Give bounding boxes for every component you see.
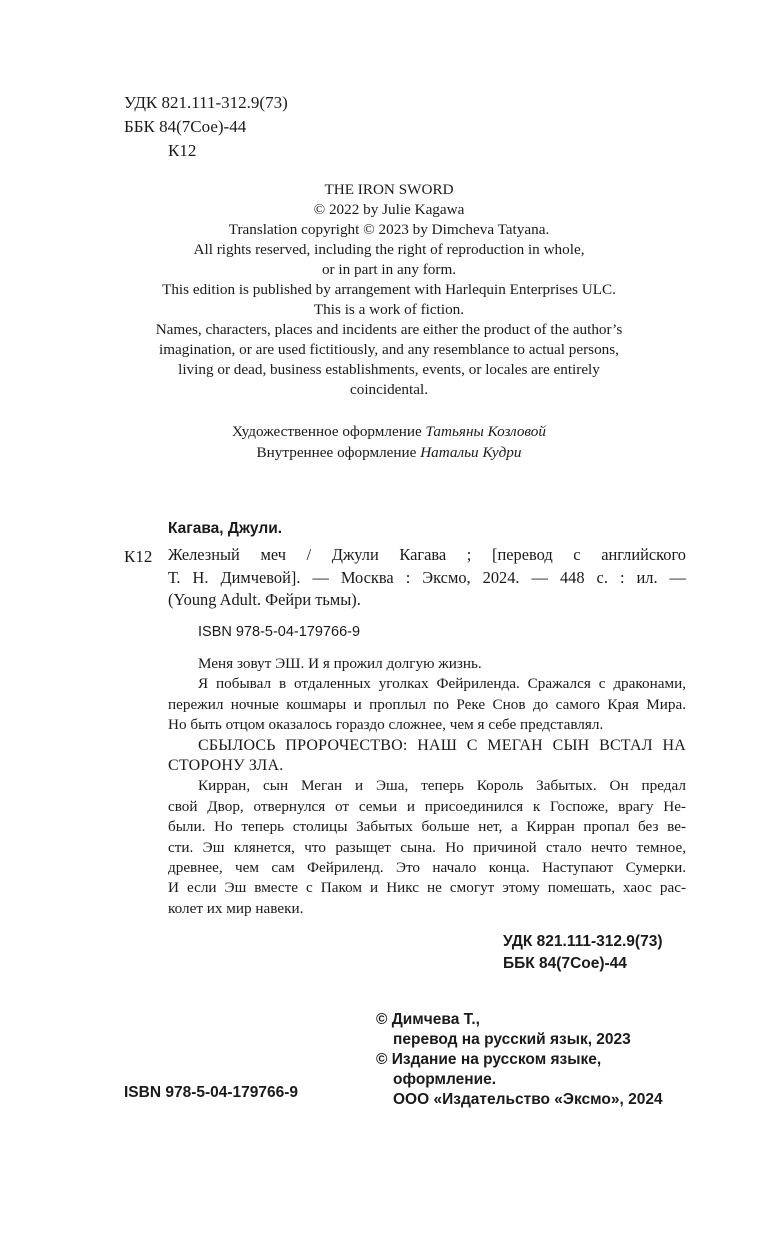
cover-design-label: Художественное оформление (232, 423, 422, 440)
isbn-record: ISBN 978-5-04-179766-9 (198, 624, 361, 640)
russian-copyright-block (376, 1010, 663, 1110)
annotation-line: Меня зовут ЭШ. И я прожил долгую жизнь. (198, 655, 482, 672)
rights-line: All rights reserved, including the right of reproduction in whole, (193, 241, 585, 258)
copyright-publisher: ООО «Издательство «Эксмо», 2024 (393, 1091, 663, 1108)
footer-codes (503, 931, 663, 975)
annotation-line: Кирран, сын Меган и Эша, теперь Король Забытых. Он предал (198, 777, 686, 795)
bibliographic-line: Железный меч / Джули Кагава ; [перевод с английского (168, 545, 686, 564)
annotation-line: Но быть отцом оказалось гораздо сложнее, чем я себе представлял. (168, 716, 604, 734)
annotation-line: сти. Эш клянется, что разыщет сына. Но причиной стало нечто темное, (168, 838, 686, 856)
design-credits (110, 422, 668, 463)
bibliographic-line: Т. Н. Димчевой]. — Москва : Эксмо, 2024. — 448 с. : ил. — (168, 567, 686, 587)
arrangement-line: This edition is published by arrangement with Harlequin Enterprises ULC. (162, 281, 616, 298)
annotation-line: древнее, чем сам Фейриленд. Это начало конца. Наступают Сумерки. (168, 858, 686, 876)
isbn-footer: ISBN 978-5-04-179766-9 (124, 1084, 299, 1101)
annotation-line: Я побывал в отдаленных уголках Фейриленда. Сражался с драконами, (198, 675, 686, 693)
disclaimer-line: living or dead, business establishments, events, or locales are entirely (178, 361, 600, 378)
author-mark: К12 (168, 141, 197, 160)
disclaimer-line: coincidental. (349, 381, 428, 398)
inner-design-label: Внутреннее оформление (256, 443, 417, 461)
bbk-code: ББК 84(7Сое)-44 (124, 117, 247, 136)
udk-code: УДК 821.111-312.9(73) (124, 93, 288, 112)
inner-design-credit (110, 443, 668, 464)
annotation-line: пережил ночные кошмары и проплыл по Реке Снов до самого Края Мира. (168, 695, 686, 713)
copyright-edition: © Издание на русском языке, (376, 1051, 602, 1068)
cover-design-credit (110, 422, 668, 443)
annotation-line: были. Но теперь столицы Забытых больше нет, а Кирран пропал без ве- (168, 818, 686, 836)
footer-udk: УДК 821.111-312.9(73) (503, 933, 663, 950)
inner-designer-name: Натальи Кудри (420, 443, 522, 461)
disclaimer-line: imagination, or are used fictitiously, and any resemblance to actual persons, (159, 341, 619, 358)
bibliographic-mark: К12 (124, 547, 153, 566)
disclaimer-line: Names, characters, places and incidents are either the product of the author’s (155, 321, 623, 338)
rights-line: or in part in any form. (321, 261, 457, 278)
fiction-line: This is a work of fiction. (313, 301, 465, 318)
bibliographic-author: Кагава, Джули. (168, 520, 283, 537)
english-copyright-block (110, 180, 668, 400)
original-title: THE IRON SWORD (324, 181, 454, 198)
copyright-translation: перевод на русский язык, 2023 (393, 1031, 631, 1048)
cover-designer-name: Татьяны Козловой (425, 423, 546, 440)
annotation-line: свой Двор, отвернулся от семьи и присоединился к Госпоже, врагу Не- (168, 797, 686, 815)
copyright-translator: © Димчева Т., (376, 1011, 480, 1028)
copyright-line: © 2022 by Julie Kagawa (313, 201, 465, 218)
annotation-line: И если Эш вместе с Паком и Никс не смогут этому помешать, хаос рас- (168, 879, 686, 897)
annotation-line: СТОРОНУ ЗЛА. (168, 756, 284, 774)
annotation-line: колет их мир навеки. (168, 899, 304, 917)
annotation (168, 654, 686, 919)
footer-bbk: ББК 84(7Сое)-44 (503, 955, 627, 972)
bibliographic-description (168, 544, 686, 612)
bibliographic-line: (Young Adult. Фейри тьмы). (168, 590, 361, 609)
annotation-line: СБЫЛОСЬ ПРОРОЧЕСТВО: НАШ С МЕГАН СЫН ВСТАЛ НА (198, 736, 686, 754)
copyright-design: оформление. (393, 1071, 497, 1088)
translation-copyright-line: Translation copyright © 2023 by Dimcheva Tatyana. (228, 221, 550, 238)
